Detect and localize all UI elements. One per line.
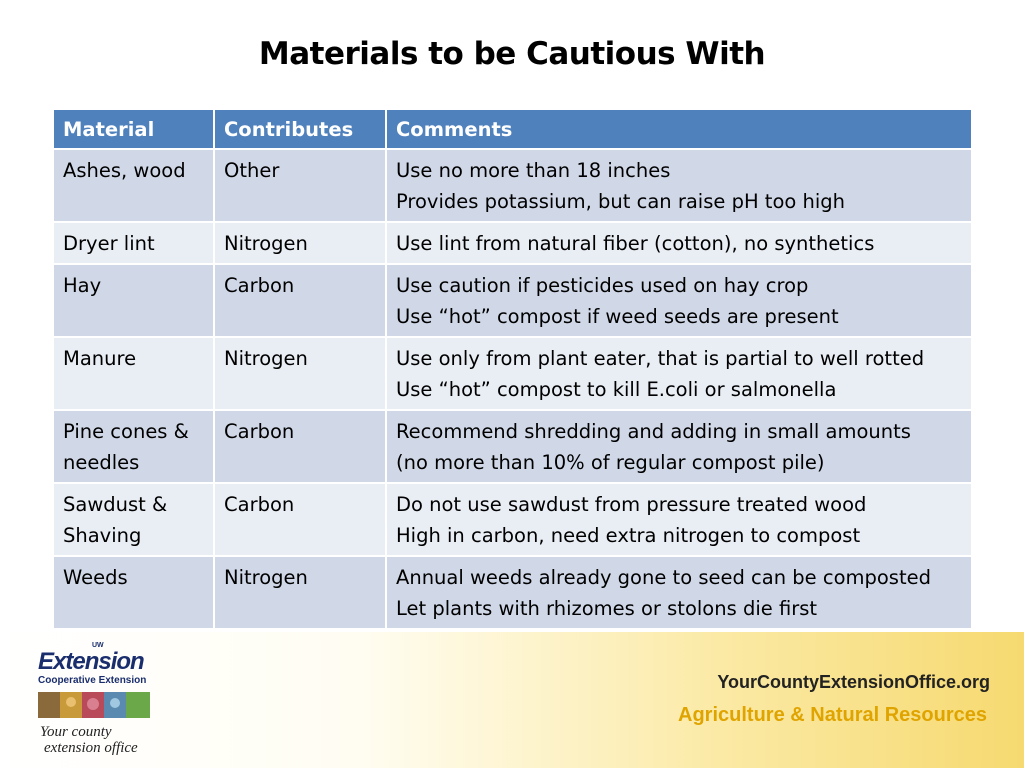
material-text: needles — [63, 451, 140, 474]
contributes-text: Nitrogen — [224, 566, 308, 589]
cell-comments — [386, 410, 972, 483]
cell-contributes — [214, 410, 386, 483]
material-text: Manure — [63, 347, 137, 370]
contributes-text: Other — [224, 159, 280, 182]
material-text: Ashes, wood — [63, 159, 186, 182]
cell-material — [53, 264, 214, 337]
cell-contributes — [214, 337, 386, 410]
cell-material — [53, 222, 214, 264]
comment-line: Annual weeds already gone to seed can be composted — [396, 566, 931, 589]
contributes-text: Nitrogen — [224, 347, 308, 370]
department-label: Agriculture & Natural Resources — [678, 704, 987, 726]
comment-line: Use lint from natural fiber (cotton), no synthetics — [396, 232, 875, 255]
footer-banner — [0, 632, 1024, 768]
logo-wordmark: Extension — [38, 648, 144, 675]
comment-line: Recommend shredding and adding in small amounts — [396, 420, 911, 443]
extension-logo — [34, 642, 164, 762]
comment-line: High in carbon, need extra nitrogen to compost — [396, 524, 861, 547]
logo-tagline-line2: extension office — [44, 740, 138, 756]
cell-contributes — [214, 222, 386, 264]
header-contributes: Contributes — [214, 109, 386, 149]
cell-comments — [386, 556, 972, 629]
website-link[interactable]: YourCountyExtensionOffice.org — [717, 672, 990, 692]
header-material: Material — [53, 109, 214, 149]
comment-line: Use only from plant eater, that is partial to well rotted — [396, 347, 925, 370]
cell-comments — [386, 337, 972, 410]
table-body — [53, 149, 972, 629]
contributes-text: Carbon — [224, 274, 295, 297]
slide-title: Materials to be Cautious With — [258, 36, 766, 72]
contributes-text: Nitrogen — [224, 232, 308, 255]
material-text: Sawdust & — [63, 493, 168, 516]
contributes-text: Carbon — [224, 420, 295, 443]
material-text: Pine cones & — [63, 420, 189, 443]
comment-line: (no more than 10% of regular compost pile) — [396, 451, 825, 474]
cell-contributes — [214, 483, 386, 556]
table-row — [53, 222, 972, 264]
cell-comments — [386, 483, 972, 556]
table-row — [53, 264, 972, 337]
cell-comments — [386, 264, 972, 337]
material-text: Shaving — [63, 524, 142, 547]
logo-subtitle: Cooperative Extension — [38, 675, 147, 686]
materials-table — [52, 108, 973, 630]
cell-material — [53, 410, 214, 483]
comment-line: Do not use sawdust from pressure treated wood — [396, 493, 867, 516]
logo-photo-strip — [38, 692, 150, 718]
table-row — [53, 556, 972, 629]
logo-uw: UW — [92, 642, 104, 649]
comment-line: Let plants with rhizomes or stolons die first — [396, 597, 818, 620]
comment-line: Use “hot” compost to kill E.coli or salmonella — [396, 378, 837, 401]
logo-tagline-line1: Your county — [40, 724, 112, 740]
cell-material — [53, 556, 214, 629]
cell-comments — [386, 149, 972, 222]
cell-contributes — [214, 556, 386, 629]
table-row — [53, 337, 972, 410]
material-text: Hay — [63, 274, 102, 297]
comment-line: Use no more than 18 inches — [396, 159, 671, 182]
cell-material — [53, 337, 214, 410]
comment-line: Use “hot” compost if weed seeds are present — [396, 305, 839, 328]
cell-contributes — [214, 149, 386, 222]
table-row — [53, 149, 972, 222]
material-text: Weeds — [63, 566, 128, 589]
cell-material — [53, 149, 214, 222]
table-header-row — [53, 109, 972, 149]
comment-line: Use caution if pesticides used on hay crop — [396, 274, 809, 297]
material-text: Dryer lint — [63, 232, 155, 255]
header-comments: Comments — [386, 109, 972, 149]
contributes-text: Carbon — [224, 493, 295, 516]
cell-comments — [386, 222, 972, 264]
cell-material — [53, 483, 214, 556]
table-row — [53, 483, 972, 556]
comment-line: Provides potassium, but can raise pH too high — [396, 190, 846, 213]
table-row — [53, 410, 972, 483]
cell-contributes — [214, 264, 386, 337]
